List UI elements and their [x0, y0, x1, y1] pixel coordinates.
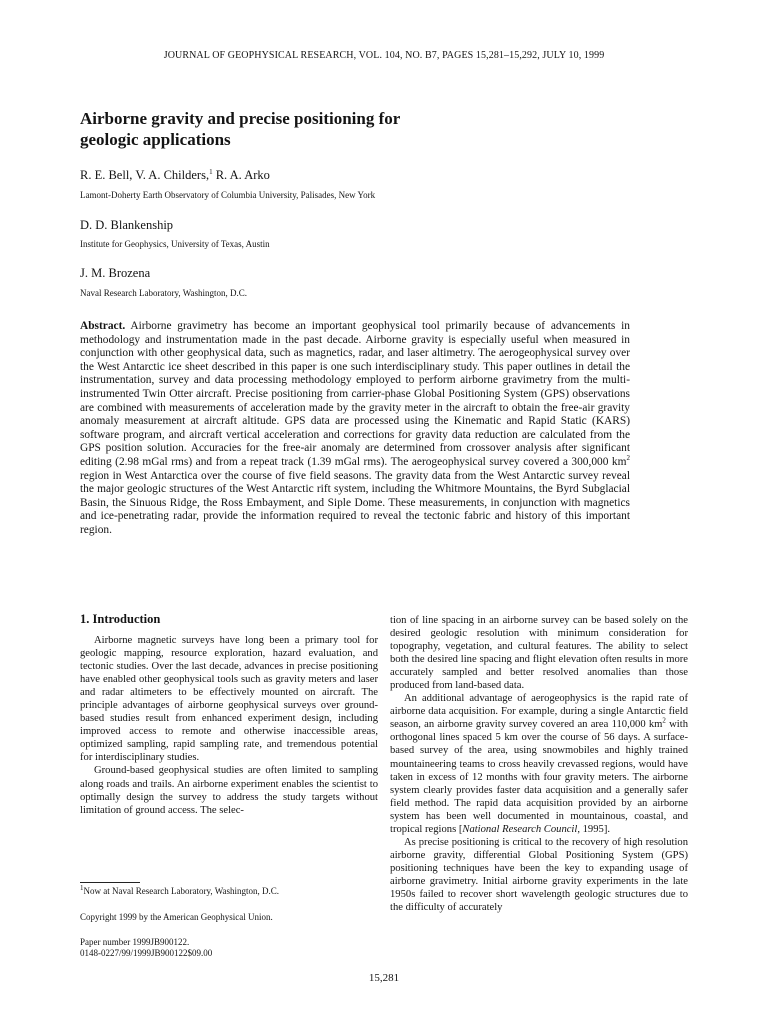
paper-number: Paper number 1999JB900122.: [80, 937, 190, 947]
citation: National Research Council: [462, 823, 578, 835]
author-names: D. D. Blankenship: [80, 218, 174, 232]
author-group-2: [80, 218, 173, 233]
paragraph-text: with orthogonal lines spaced 5 km over the course of 56 days. A surface-based survey of the area, using snowmobiles and highly trained mountaineering teams to cross heavily crevassed regions, would have taken in excess of 12 months with four gravity meters. The airborne system clearly provides faster data acquisition and a generally safer field method. The rapid data acquisition provided by an airborne system has been well documented in mountainous, coastal, and tropical regions [: [390, 719, 688, 835]
journal-running-head: JOURNAL OF GEOPHYSICAL RESEARCH, VOL. 104, NO. B7, PAGES 15,281–15,292, JULY 10, 1999: [163, 50, 605, 61]
superscript: 2: [662, 716, 666, 725]
right-column: [390, 614, 688, 914]
superscript: 2: [626, 454, 630, 463]
paragraph-text: , 1995].: [577, 823, 610, 835]
author-group-3: [80, 266, 150, 281]
section-heading-introduction: 1. Introduction: [80, 612, 161, 626]
paragraph: Airborne magnetic surveys have long been a primary tool for geologic mapping, resource exploration, hazard evaluation, and tectonic studies. Over the last decade, advances in precise positioning have enabled other geophysical tools such as gravity meters and laser and radar altimeters to be effectively mounted on aircraft. The principle advantages of airborne geophysical surveys over ground-based studies result from enhanced experiment design, including improved access to remote and otherwise inaccessible areas, optimized sampling, rapid sampling rate, and tremendous potential for interdisciplinary studies.: [80, 635, 378, 764]
abstract-text: region in West Antarctica over the course of five field seasons. The gravity data from the West Antarctic survey reveal the major geologic structures of the West Antarctic rift system, including the Whitmore Mountains, the Byrd Subglacial Basin, the Sinuous Ridge, the Ross Embayment, and Siple Dome. These measurements, in conjunction with magnetics and ice-penetrating radar, provide the information required to reveal the tectonic fabric and history of this important region.: [80, 469, 630, 536]
footnote-affiliation: [80, 886, 279, 897]
abstract-text: Airborne gravimetry has become an important geophysical tool primarily because of advancements in methodology and instrumentation made in the past decade. Airborne gravity is especially useful when measured in conjunction with other geophysical data, such as magnetics, radar, and laser altimetry. The aerogeophysical survey over the West Antarctic ice sheet described in this paper is one such interdisciplinary study. This paper outlines in detail the instrumentation, survey and data processing methodology employed to perform airborne gravimetry from the multi-instrumented Twin Otter aircraft. Precise positioning from carrier-phase Global Positioning System (GPS) observations are combined with measurements of acceleration made by the gravity meter in the aircraft to obtain the free-air gravity anomaly measurement at aircraft altitude. GPS data are processed using the Kinematic and Rapid Static (KARS) software program, and aircraft vertical acceleration and corrections for gravity data reduction are calculated from the GPS position solution. Accuracies for the free-air anomaly are determined from crossover analysis after significant editing (2.98 mGal rms) and from a repeat track (1.39 mGal rms). The aerogeophysical survey covered a 300,000 km: [80, 320, 630, 468]
paragraph: As precise positioning is critical to the recovery of high resolution airborne gravity, differential Global Positioning System (GPS) positioning techniques have been the key to expanding usage of airborne gravimetry. Initial airborne gravity experiments in the late 1950s failed to recover short wavelength geologic structures due to the difficulty of accurately: [390, 836, 688, 914]
abstract-label: Abstract.: [80, 320, 126, 332]
affiliation-1: Lamont-Doherty Earth Observatory of Columbia University, Palisades, New York: [80, 190, 376, 200]
paragraph: Ground-based geophysical studies are often limited to sampling along roads and trails. An airborne experiment enables the scientist to optimally design the survey to address the study targets without limitation of ground access. The selec-: [80, 765, 378, 816]
copyright-notice: Copyright 1999 by the American Geophysical Union.: [80, 912, 273, 922]
author-names: R. A. Arko: [212, 168, 270, 182]
footnote-text: Now at Naval Research Laboratory, Washington, D.C.: [83, 886, 279, 896]
footnote-mark: 1: [209, 167, 213, 176]
page-number: 15,281: [368, 972, 400, 984]
author-group-1: [80, 168, 270, 183]
affiliation-3: Naval Research Laboratory, Washington, D.C.: [80, 288, 247, 298]
footnote-mark: 1: [80, 884, 84, 892]
paper-title-line-2: geologic applications: [80, 130, 231, 149]
left-column: [80, 634, 378, 817]
paragraph: [390, 692, 688, 836]
paper-title-line-1: Airborne gravity and precise positioning for: [80, 109, 401, 128]
footnote-rule: [80, 882, 140, 883]
paragraph: tion of line spacing in an airborne survey can be based solely on the desired geologic resolution with minimum consideration for topography, vegetation, and cultural features. The ability to select both the desired line spacing and flight elevation often results in more accurately sampled and better resolved anomalies than those produced from land-based data.: [390, 615, 688, 692]
paper-title: [80, 108, 640, 150]
abstract: [80, 320, 630, 538]
affiliation-2: Institute for Geophysics, University of Texas, Austin: [80, 239, 270, 249]
author-names: J. M. Brozena: [80, 266, 151, 280]
issn-line: 0148-0227/99/1999JB900122$09.00: [80, 948, 213, 958]
paragraph-text: An additional advantage of aerogeophysics is the rapid rate of airborne data acquisition. For example, during a single Antarctic field season, an airborne gravity survey covered an area 110,000 km: [390, 693, 688, 731]
author-names: R. E. Bell, V. A. Childers,: [80, 168, 210, 182]
